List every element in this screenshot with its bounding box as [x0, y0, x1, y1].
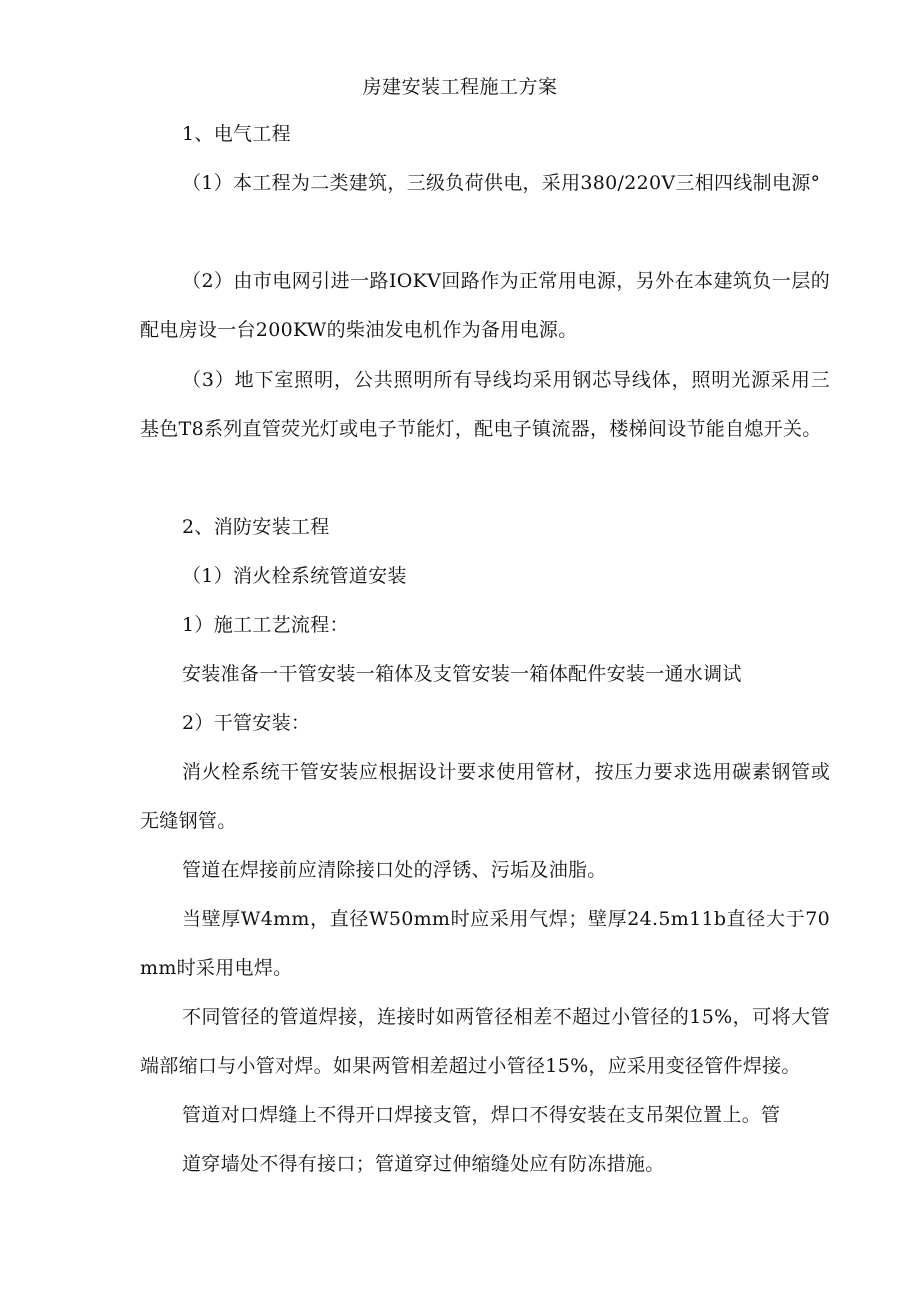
paragraph-process-flow: 安装准备一干管安装一箱体及支管安装一箱体配件安装一通水调试	[182, 663, 742, 685]
paragraph-electrical-1: （1）本工程为二类建筑，三级负荷供电，采用380/220V三相四线制电源°	[182, 172, 821, 194]
document-title: 房建安装工程施工方案	[362, 76, 558, 98]
subheading-hydrant-pipe: （1）消火栓系统管道安装	[182, 565, 407, 587]
paragraph-main-pipe-6: 道穿墙处不得有接口；管道穿过伸缩缝处应有防冻措施。	[182, 1153, 665, 1175]
section-heading-electrical: 1、电气工程	[182, 123, 291, 145]
subheading-main-pipe: 2）干管安装：	[182, 712, 311, 734]
paragraph-electrical-3: （3）地下室照明，公共照明所有导线均采用钢芯导线体，照明光源采用三基色T8系列直管荧光灯或电子节能灯，配电子镇流器，楼梯间设节能自熄开关。	[140, 369, 830, 440]
paragraph-electrical-2: （2）由市电网引进一路IOKV回路作为正常用电源，另外在本建筑负一层的配电房设一台200KW的柴油发电机作为备用电源。	[140, 270, 830, 341]
section-heading-fire: 2、消防安装工程	[182, 516, 330, 538]
subheading-process-flow: 1）施工工艺流程：	[182, 614, 349, 636]
paragraph-main-pipe-4: 不同管径的管道焊接，连接时如两管径相差不超过小管径的15%，可将大管端部缩口与小管对焊。如果两管相差超过小管径15%，应采用变径管件焊接。	[140, 1006, 830, 1077]
paragraph-main-pipe-3: 当壁厚W4mm，直径W50mm时应采用气焊；壁厚24.5m11b直径大于70mm时采用电焊。	[140, 908, 830, 979]
paragraph-main-pipe-5: 管道对口焊缝上不得开口焊接支管，焊口不得安装在支吊架位置上。管	[182, 1104, 781, 1126]
paragraph-main-pipe-1: 消火栓系统干管安装应根据设计要求使用管材，按压力要求选用碳素钢管或无缝钢管。	[140, 761, 830, 832]
paragraph-main-pipe-2: 管道在焊接前应清除接口处的浮锈、污垢及油脂。	[182, 859, 607, 881]
